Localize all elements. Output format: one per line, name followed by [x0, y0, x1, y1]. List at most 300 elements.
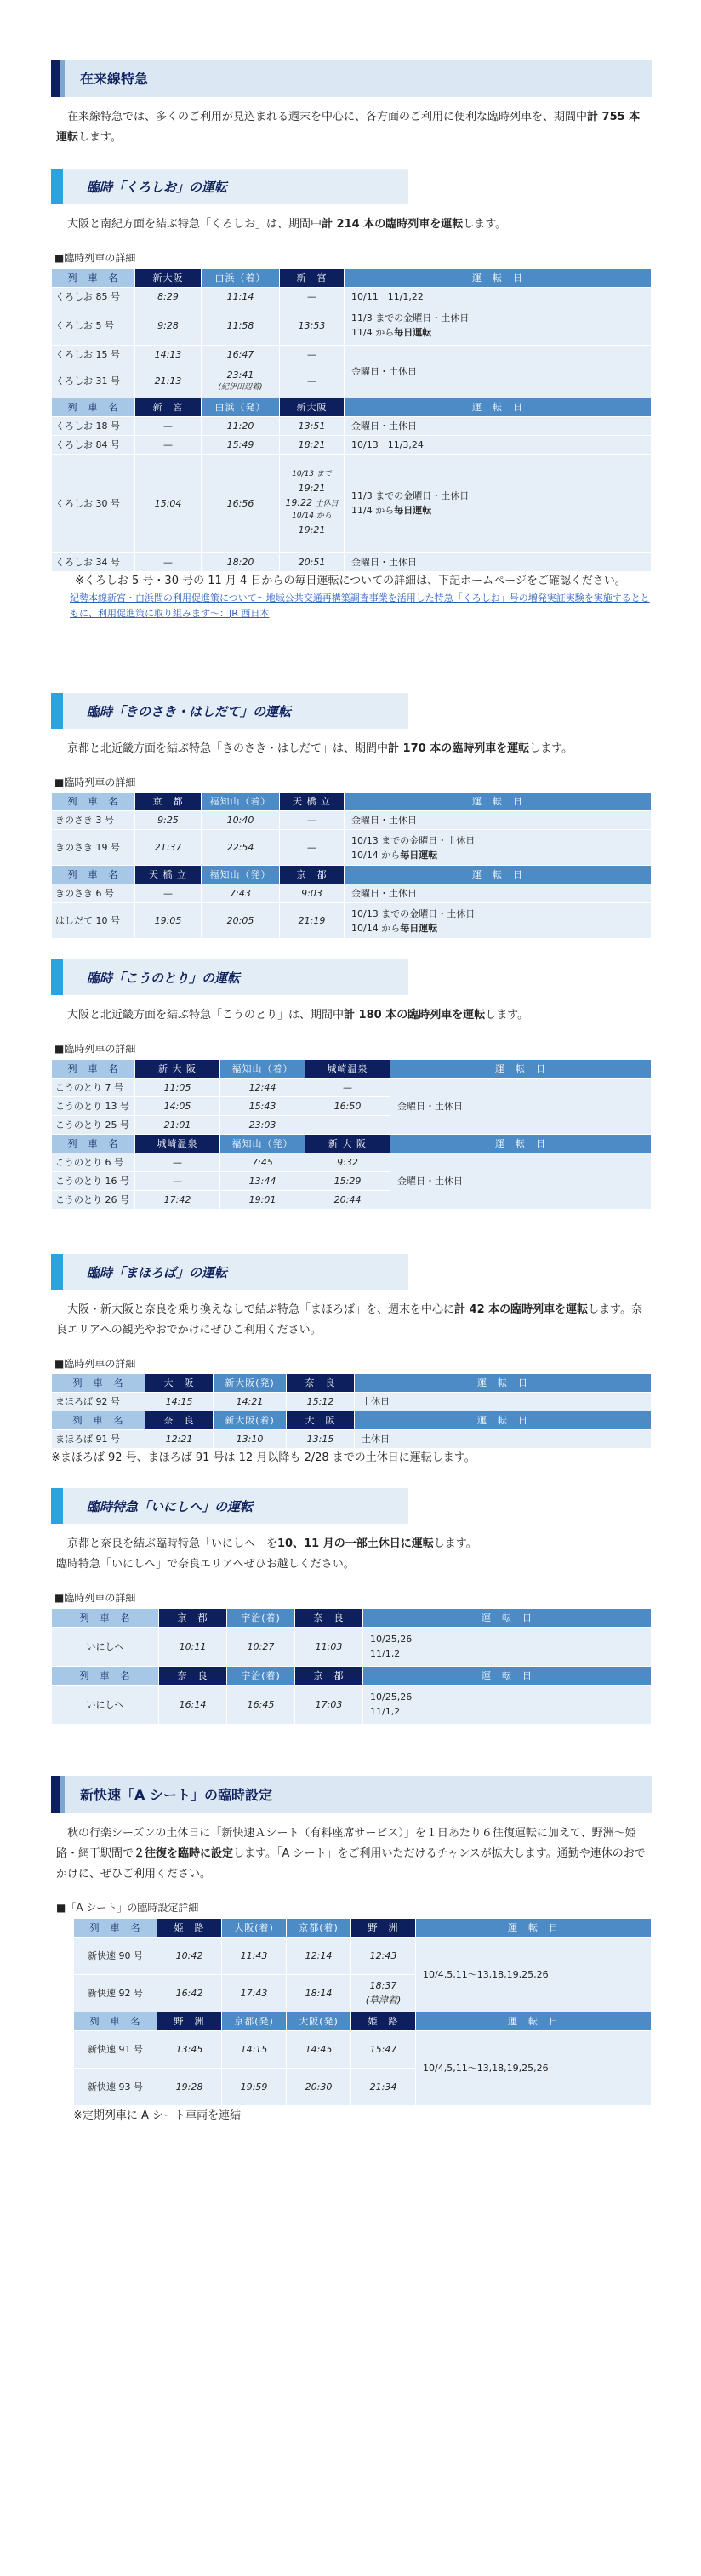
- table-header-row: [52, 1411, 652, 1430]
- train-name: こうのとり 26 号: [52, 1190, 135, 1209]
- header-cell: 新大阪: [135, 268, 202, 287]
- train-name: いにしへ: [52, 1685, 159, 1724]
- header-cell: 新大阪(発): [214, 1374, 287, 1393]
- header-bar-dark: [51, 60, 60, 97]
- time-cell: 16:45: [227, 1685, 295, 1724]
- header-bar-light: [60, 1776, 65, 1813]
- time-cell: —: [135, 435, 202, 454]
- table-header-row: [52, 1608, 652, 1627]
- header-cell: 運 転 日: [416, 1918, 652, 1937]
- time-cell: —: [135, 1153, 220, 1171]
- time-cell: 18:20: [202, 552, 280, 571]
- header-cell: 天 橋 立: [135, 866, 202, 884]
- subsection-header-kinosaki: [51, 693, 408, 729]
- time-cell: 13:51: [280, 416, 345, 435]
- days-cell: 土休日: [355, 1430, 652, 1449]
- header-cell: 白浜（発）: [202, 398, 280, 416]
- time-cell: 10:42: [157, 1937, 222, 1974]
- table-row: [74, 1937, 652, 1974]
- time-cell: —: [305, 1078, 390, 1096]
- header-cell: 新 宮: [280, 268, 345, 287]
- time-cell: 16:47: [202, 345, 280, 364]
- days-cell: [363, 1627, 652, 1666]
- days-line: 10/25,26: [370, 1692, 413, 1703]
- header-bar-light: [60, 60, 65, 97]
- time-cell: 21:01: [135, 1115, 220, 1134]
- header-cell: 福知山（発）: [202, 866, 280, 884]
- table-row: [52, 1078, 652, 1096]
- days-cell: 金曜日・土休日: [345, 552, 652, 571]
- kounotori-description: [51, 1005, 652, 1026]
- header-cell: 白浜（着）: [202, 268, 280, 287]
- time-cell: 19:05: [135, 903, 202, 939]
- time-cell: 23:03: [220, 1115, 305, 1134]
- time-cell: 20:44: [305, 1190, 390, 1209]
- time-note: 10/14 から: [292, 512, 332, 521]
- table-row: [52, 1430, 652, 1449]
- intro-paragraph: [51, 107, 652, 148]
- train-name: くろしお 31 号: [52, 364, 135, 398]
- table-row: [52, 1393, 652, 1411]
- time-cell: 11:14: [202, 287, 280, 306]
- train-name: まほろば 92 号: [52, 1393, 145, 1411]
- time-cell: [280, 454, 345, 552]
- time-cell: [351, 1974, 416, 2012]
- time-cell: 15:43: [220, 1096, 305, 1115]
- kuroshio-description: [51, 215, 652, 235]
- header-cell: 運 転 日: [345, 866, 652, 884]
- spacer: [51, 621, 652, 673]
- table-header-row: [74, 2012, 652, 2030]
- time-cell: 9:32: [305, 1153, 390, 1171]
- table-header-row: [52, 1666, 652, 1685]
- time-cell: 11:05: [135, 1078, 220, 1096]
- header-cell: 新 宮: [135, 398, 202, 416]
- header-cell: 運 転 日: [345, 398, 652, 416]
- header-cell: 大阪(着): [222, 1918, 287, 1937]
- table-row: [52, 306, 652, 345]
- kuroshio-note: ※くろしお 5 号・30 号の 11 月 4 日からの毎日運転についての詳細は、下記ホームページをご確認ください。: [75, 574, 626, 587]
- time-cell: 10:11: [159, 1627, 227, 1666]
- subsection-title: 臨時「まほろば」の運転: [87, 1264, 228, 1280]
- time-cell: 17:03: [295, 1685, 363, 1724]
- time-cell: 15:12: [287, 1393, 355, 1411]
- subheader-bar: [51, 1488, 63, 1524]
- header-cell: 野 洲: [157, 2012, 222, 2030]
- days-line: 10/13 までの金曜日・土休日: [351, 834, 476, 846]
- train-name: こうのとり 25 号: [52, 1115, 135, 1134]
- header-cell: 列 車 名: [52, 398, 135, 416]
- mahoroba-description: [51, 1300, 652, 1341]
- table-row: [52, 884, 652, 903]
- time-cell: 15:29: [305, 1171, 390, 1190]
- subheader-bar: [51, 1254, 63, 1290]
- header-bar-dark: [51, 1776, 60, 1813]
- header-cell: 新 大 阪: [305, 1134, 390, 1153]
- time-cell: 19:59: [222, 2068, 287, 2105]
- kinosaki-description: [51, 739, 652, 759]
- time-cell: [202, 364, 280, 398]
- header-cell: 運 転 日: [355, 1411, 652, 1430]
- bold-text: 毎日運転: [394, 327, 432, 339]
- header-cell: 宇治(着): [227, 1608, 295, 1627]
- time-cell: 13:53: [280, 306, 345, 345]
- subsection-title: 臨時「きのさき・はしだて」の運転: [87, 703, 292, 719]
- text: します。: [529, 741, 573, 755]
- subheader-bar: [51, 169, 63, 204]
- table-header-row: [52, 1134, 652, 1153]
- train-name: 新快速 92 号: [74, 1974, 157, 2012]
- train-name: きのさき 3 号: [52, 811, 135, 830]
- bold-text: 計 755 本運転: [56, 111, 641, 144]
- time-cell: —: [280, 345, 345, 364]
- header-cell: 大 阪: [287, 1411, 355, 1430]
- time-cell: 14:15: [145, 1393, 214, 1411]
- days-line: 10/25,26: [370, 1634, 413, 1646]
- kinosaki-timetable: [51, 792, 652, 939]
- time-cell: 14:15: [222, 2030, 287, 2068]
- bold-text: 毎日運転: [394, 505, 432, 517]
- time-cell: —: [135, 884, 202, 903]
- header-cell: 大阪(発): [287, 2012, 351, 2030]
- section-title: 新快速「A シート」の臨時設定: [80, 1786, 272, 1803]
- train-name: くろしお 34 号: [52, 552, 135, 571]
- time-cell: 21:37: [135, 830, 202, 866]
- days-cell: [363, 1685, 652, 1724]
- header-cell: 運 転 日: [363, 1666, 652, 1685]
- days-cell: 10/11 11/1,22: [345, 287, 652, 306]
- time-cell: 13:44: [220, 1171, 305, 1190]
- header-cell: 京 都: [135, 793, 202, 811]
- time-line: 19:21: [298, 483, 326, 495]
- time-cell: 14:13: [135, 345, 202, 364]
- time-cell: 12:43: [351, 1937, 416, 1974]
- days-cell: [345, 903, 652, 939]
- header-cell: 運 転 日: [345, 268, 652, 287]
- table-row: [52, 830, 652, 866]
- time-cell: 13:45: [157, 2030, 222, 2068]
- table-header-row: [52, 1374, 652, 1393]
- time-cell: 13:15: [287, 1430, 355, 1449]
- time-cell: —: [280, 830, 345, 866]
- section-title: 在来線特急: [80, 71, 149, 87]
- time-cell: 14:21: [214, 1393, 287, 1411]
- text: 在来線特急では、多くのご利用が見込まれる週末を中心に、各方面のご利用に便利な臨時列車を、期間中: [67, 111, 588, 123]
- table-row: [52, 811, 652, 830]
- days-cell: [345, 306, 652, 345]
- time-note: 土休日: [315, 500, 339, 509]
- header-cell: 列 車 名: [52, 866, 135, 884]
- days-cell: [345, 830, 652, 866]
- subheader-bar: [51, 959, 63, 995]
- header-cell: 運 転 日: [363, 1608, 652, 1627]
- train-name: こうのとり 6 号: [52, 1153, 135, 1171]
- time-note: (草津着): [365, 1995, 402, 2006]
- header-cell: 奈 良: [145, 1411, 214, 1430]
- time-cell: 9:25: [135, 811, 202, 830]
- header-cell: 列 車 名: [74, 1918, 157, 1937]
- bold-text: 10、11 月の一部土休日に運転: [277, 1537, 434, 1551]
- time-cell: 7:43: [202, 884, 280, 903]
- header-cell: 列 車 名: [52, 1134, 135, 1153]
- time-cell: 12:14: [287, 1937, 351, 1974]
- bold-text: 計 180 本の臨時列車を運転: [344, 1009, 486, 1022]
- time-note: 10/13 まで: [292, 470, 332, 479]
- time-cell: 11:43: [222, 1937, 287, 1974]
- train-name: いにしへ: [52, 1627, 159, 1666]
- time-cell: 18:14: [287, 1974, 351, 2012]
- time-cell: 17:43: [222, 1974, 287, 2012]
- days-line: 11/1,2: [370, 1648, 401, 1660]
- train-name: 新快速 91 号: [74, 2030, 157, 2068]
- header-cell: 京 都: [159, 1608, 227, 1627]
- time-cell: 16:42: [157, 1974, 222, 2012]
- subsection-header-kuroshio: [51, 169, 408, 204]
- table-header-row: [52, 793, 652, 811]
- time-cell: 15:04: [135, 454, 202, 552]
- text: 秋の行楽シーズンの土休日に「新快速Ａシート（有料座席サービス）」を１日あたり６往復運転に加えて、野洲～姫路・網干駅間で: [56, 1826, 636, 1860]
- header-cell: 城崎温泉: [305, 1059, 390, 1078]
- days-line: 11/3 までの金曜日・土休日: [351, 490, 470, 502]
- days-cell: 土休日: [355, 1393, 652, 1411]
- header-cell: 列 車 名: [52, 1666, 159, 1685]
- header-cell: 天 橋 立: [280, 793, 345, 811]
- days-cell: [345, 454, 652, 552]
- subsection-title: 臨時特急「いにしへ」の運転: [87, 1499, 254, 1515]
- time-cell: 10:40: [202, 811, 280, 830]
- bold-text: 計 42 本の臨時列車を運転: [454, 1302, 589, 1316]
- time-cell: 12:44: [220, 1078, 305, 1096]
- days-line: 11/1,2: [370, 1706, 401, 1718]
- text: 10/14 から: [351, 922, 401, 934]
- content: [51, 60, 652, 2127]
- train-name: きのさき 19 号: [52, 830, 135, 866]
- table-header-row: [52, 1059, 652, 1078]
- header-cell: 奈 良: [287, 1374, 355, 1393]
- time-cell: —: [280, 287, 345, 306]
- time-cell: —: [280, 811, 345, 830]
- days-cell: 金曜日・土休日: [345, 884, 652, 903]
- header-cell: 奈 良: [295, 1608, 363, 1627]
- time-line: [283, 495, 340, 511]
- time-line: 18:37: [369, 1980, 397, 1992]
- header-cell: 運 転 日: [345, 793, 652, 811]
- spacer: [51, 1725, 652, 1776]
- subsection-header-kounotori: [51, 959, 408, 995]
- time-cell: 10:27: [227, 1627, 295, 1666]
- text: 大阪と南紀方面を結ぶ特急「くろしお」は、期間中: [67, 218, 322, 231]
- table-row: [52, 1627, 652, 1666]
- inishie-description: [51, 1534, 652, 1554]
- mahoroba-timetable: [51, 1373, 652, 1449]
- table-row: [52, 345, 652, 364]
- table-row: [52, 903, 652, 939]
- header-cell: 列 車 名: [74, 2012, 157, 2030]
- time-cell: 21:19: [280, 903, 345, 939]
- time-cell: 9:28: [135, 306, 202, 345]
- text: します。: [433, 1537, 477, 1551]
- text: 大阪・新大阪と奈良を乗り換えなしで結ぶ特急「まほろば」を、週末を中心に: [67, 1302, 455, 1316]
- time-cell: 20:51: [280, 552, 345, 571]
- header-cell: 宇治(着): [227, 1666, 295, 1685]
- days-line: 11/3 までの金曜日・土休日: [351, 312, 470, 324]
- train-name: くろしお 18 号: [52, 416, 135, 435]
- section-header-a-seat: [51, 1776, 652, 1813]
- train-name: 新快速 90 号: [74, 1937, 157, 1974]
- time-cell: 22:54: [202, 830, 280, 866]
- days-cell: 金曜日・土休日: [345, 345, 652, 398]
- days-cell: 10/4,5,11～13,18,19,25,26: [416, 2030, 652, 2105]
- table-row: [74, 2030, 652, 2068]
- a-seat-intro: [51, 1823, 652, 1885]
- table-label: ■臨時列車の詳細: [54, 1357, 136, 1370]
- time-cell: —: [135, 552, 202, 571]
- time-cell: 13:10: [214, 1430, 287, 1449]
- time-cell: 17:42: [135, 1190, 220, 1209]
- time-cell: 15:47: [351, 2030, 416, 2068]
- header-cell: 姫 路: [157, 1918, 222, 1937]
- table-label: ■臨時列車の詳細: [54, 776, 136, 788]
- text: 11/4 から: [351, 505, 395, 517]
- header-cell: 列 車 名: [52, 793, 135, 811]
- header-cell: 新大阪: [280, 398, 345, 416]
- header-cell: 運 転 日: [416, 2012, 652, 2030]
- header-cell: 姫 路: [351, 2012, 416, 2030]
- time-cell: 14:45: [287, 2030, 351, 2068]
- header-cell: 京 都: [295, 1666, 363, 1685]
- inishie-timetable: [51, 1608, 652, 1725]
- text: します。: [485, 1009, 529, 1022]
- bold-text: ２往復を臨時に設定: [134, 1846, 234, 1860]
- time-cell: 16:56: [202, 454, 280, 552]
- bold-text: 毎日運転: [400, 922, 438, 934]
- a-seat-table-wrap: [51, 1918, 652, 2127]
- table-header-row: [52, 268, 652, 287]
- header-cell: 運 転 日: [390, 1059, 652, 1078]
- days-line: [351, 921, 647, 936]
- text: 京都と奈良を結ぶ臨時特急「いにしへ」を: [67, 1537, 278, 1551]
- header-cell: 新 大 阪: [135, 1059, 220, 1078]
- days-line: 10/13 までの金曜日・土休日: [351, 907, 476, 919]
- header-cell: 京 都: [280, 866, 345, 884]
- days-cell: 10/4,5,11～13,18,19,25,26: [416, 1937, 652, 2012]
- text: します。: [463, 218, 507, 231]
- train-name: こうのとり 16 号: [52, 1171, 135, 1190]
- table-label: ■臨時列車の詳細: [54, 1043, 136, 1056]
- time-cell: —: [135, 1171, 220, 1190]
- header-cell: 列 車 名: [52, 1374, 145, 1393]
- table-header-row: [52, 398, 652, 416]
- kounotori-timetable: [51, 1059, 652, 1210]
- header-cell: 福知山（着）: [220, 1059, 305, 1078]
- time-cell: 16:50: [305, 1096, 390, 1115]
- time-cell: 7:45: [220, 1153, 305, 1171]
- text: 19:22: [285, 497, 313, 509]
- subsection-header-mahoroba: [51, 1254, 408, 1290]
- time-cell: 20:05: [202, 903, 280, 939]
- time-cell: —: [135, 416, 202, 435]
- time-cell: 11:58: [202, 306, 280, 345]
- time-cell: [305, 1115, 390, 1134]
- train-name: こうのとり 13 号: [52, 1096, 135, 1115]
- bold-text: 毎日運転: [400, 849, 438, 861]
- table-row: [52, 287, 652, 306]
- a-seat-timetable: [73, 1918, 652, 2106]
- header-cell: 運 転 日: [390, 1134, 652, 1153]
- table-header-row: [74, 1918, 652, 1937]
- text: 10/14 から: [351, 849, 401, 861]
- days-line: [351, 503, 647, 518]
- time-cell: 11:20: [202, 416, 280, 435]
- header-cell: 城崎温泉: [135, 1134, 220, 1153]
- time-line: 23:41: [226, 369, 254, 381]
- text: 大阪と北近畿方面を結ぶ特急「こうのとり」は、期間中: [67, 1009, 345, 1022]
- kuroshio-timetable: [51, 268, 652, 572]
- time-cell: 16:14: [159, 1685, 227, 1724]
- bold-text: 計 170 本の臨時列車を運転: [388, 741, 530, 755]
- text: 京都と北近畿方面を結ぶ特急「きのさき・はしだて」は、期間中: [67, 741, 389, 755]
- text: します。「A シート」をご利用いただけるチャンスが拡大します。通勤や連休のおでかけに、ぜひご利用ください。: [56, 1846, 646, 1880]
- time-cell: 9:03: [280, 884, 345, 903]
- kuroshio-link[interactable]: 紀勢本線新宮・白浜間の利用促進策について～地域公共交通再構築調査事業を活用した特急「くろしお」号の増発実証実験を実施するとともに、利用促進策に取り組みます～：JR 西日本: [70, 592, 650, 619]
- time-note: (紀伊田辺着): [218, 382, 263, 392]
- bold-text: 計 214 本の臨時列車を運転: [322, 218, 464, 231]
- header-cell: 列 車 名: [52, 1411, 145, 1430]
- a-seat-note: ※定期列車に A シート車両を連結: [73, 2109, 242, 2122]
- table-header-row: [52, 866, 652, 884]
- days-cell: 金曜日・土休日: [345, 811, 652, 830]
- header-cell: 大 阪: [145, 1374, 214, 1393]
- text: します。奈良エリアへの観光やおでかけにぜひご利用ください。: [56, 1302, 643, 1337]
- train-name: くろしお 15 号: [52, 345, 135, 364]
- table-row: [52, 435, 652, 454]
- text: します。: [78, 131, 122, 144]
- time-cell: 19:01: [220, 1190, 305, 1209]
- header-cell: 福知山（着）: [202, 793, 280, 811]
- train-name: こうのとり 7 号: [52, 1078, 135, 1096]
- train-name: きのさき 6 号: [52, 884, 135, 903]
- table-label: ■臨時列車の詳細: [54, 1592, 136, 1605]
- header-cell: 列 車 名: [52, 1059, 135, 1078]
- subheader-bar: [51, 693, 63, 729]
- text: 11/4 から: [351, 327, 395, 339]
- time-line: 19:21: [298, 524, 326, 535]
- time-cell: 19:28: [157, 2068, 222, 2105]
- header-cell: 列 車 名: [52, 1608, 159, 1627]
- days-cell: 10/13 11/3,24: [345, 435, 652, 454]
- inishie-description-2: 臨時特急「いにしへ」で奈良エリアへぜひお越しください。: [56, 1558, 355, 1571]
- table-label: ■臨時列車の詳細: [54, 252, 136, 264]
- mahoroba-note: ※まほろば 92 号、まほろば 91 号は 12 月以降も 2/28 までの土休日に運転します。: [51, 1451, 476, 1465]
- days-cell: 金曜日・土休日: [390, 1078, 652, 1134]
- time-cell: 11:03: [295, 1627, 363, 1666]
- train-name: まほろば 91 号: [52, 1430, 145, 1449]
- header-cell: 京都(発): [222, 2012, 287, 2030]
- header-cell: 奈 良: [159, 1666, 227, 1685]
- train-name: くろしお 5 号: [52, 306, 135, 345]
- time-cell: 21:13: [135, 364, 202, 398]
- train-name: はしだて 10 号: [52, 903, 135, 939]
- table-row: [52, 416, 652, 435]
- table-row: [52, 552, 652, 571]
- table-row: [52, 1153, 652, 1171]
- time-cell: —: [280, 364, 345, 398]
- header-cell: 野 洲: [351, 1918, 416, 1937]
- time-cell: 8:29: [135, 287, 202, 306]
- table-row: [52, 1685, 652, 1724]
- header-cell: 福知山（発）: [220, 1134, 305, 1153]
- days-cell: 金曜日・土休日: [390, 1153, 652, 1209]
